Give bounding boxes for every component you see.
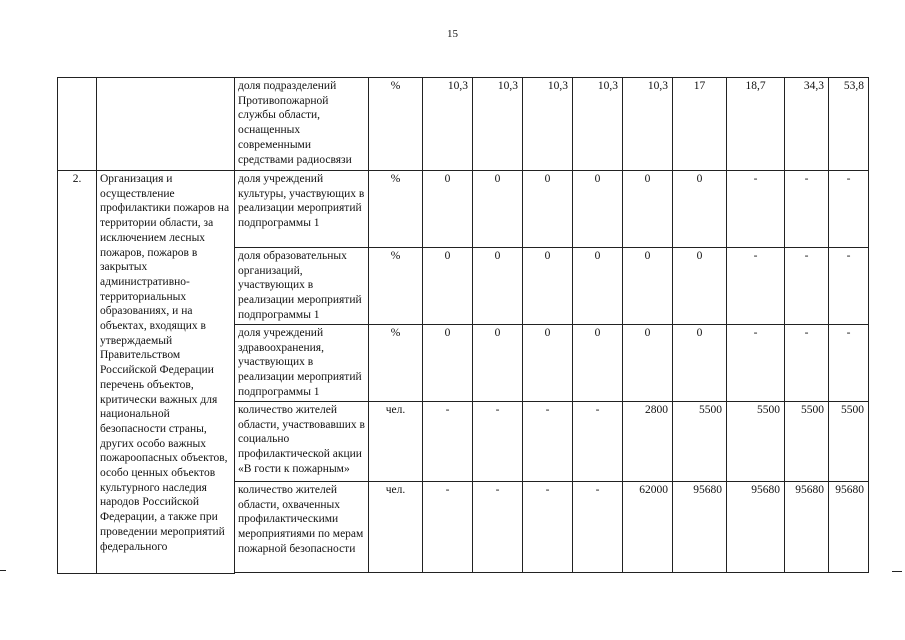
value-cell: 95680: [673, 482, 727, 573]
value-cell: -: [523, 402, 573, 482]
value-cell: -: [829, 325, 869, 402]
value-cell: 2800: [623, 402, 673, 482]
value-cell: 0: [623, 171, 673, 248]
empty-cell: [235, 573, 869, 574]
value-cell: 0: [423, 248, 473, 325]
value-cell: 62000: [623, 482, 673, 573]
indicator-cell: доля учреждений здравоохранения, участвующих в реализации мероприятий подпрограммы 1: [235, 325, 369, 402]
value-cell: -: [473, 482, 523, 573]
value-cell: 10,3: [473, 78, 523, 171]
value-cell: -: [829, 171, 869, 248]
value-cell: 17: [673, 78, 727, 171]
value-cell: 0: [623, 248, 673, 325]
value-cell: 0: [673, 248, 727, 325]
event-cell: Организация и осуществление профилактики пожаров на территории области, за исключением лесных пожаров, пожаров в закрытых административно-территориальных образованиях, и на объектах, входящих в утверждаемый Правительством Российской Федерации перечень объектов, критически важных для национальной безопасности страны, других особо важных пожароопасных объектов, особо ценных объектов культурного наследия народов Российской Федерации, а также при проведении мероприятий федерального: [97, 171, 235, 574]
value-cell: -: [423, 482, 473, 573]
value-cell: 0: [573, 171, 623, 248]
value-cell: 10,3: [423, 78, 473, 171]
table-row: [58, 78, 869, 171]
value-cell: 0: [473, 248, 523, 325]
value-cell: 0: [623, 325, 673, 402]
value-cell: -: [727, 325, 785, 402]
unit-cell: %: [369, 171, 423, 248]
value-cell: -: [573, 482, 623, 573]
value-cell: 0: [423, 171, 473, 248]
value-cell: 5500: [829, 402, 869, 482]
indicator-cell: количество жителей области, охваченных профилактическими мероприятиями по мерам пожарной безопасности: [235, 482, 369, 573]
unit-cell: %: [369, 248, 423, 325]
value-cell: 0: [573, 325, 623, 402]
value-cell: -: [785, 171, 829, 248]
value-cell: 0: [523, 325, 573, 402]
value-cell: -: [785, 248, 829, 325]
value-cell: 0: [423, 325, 473, 402]
value-cell: -: [727, 248, 785, 325]
unit-cell: чел.: [369, 402, 423, 482]
value-cell: 95680: [829, 482, 869, 573]
edge-mark-left: [0, 570, 6, 572]
indicators-table: [57, 77, 869, 574]
unit-cell: %: [369, 78, 423, 171]
value-cell: 0: [673, 325, 727, 402]
value-cell: 0: [673, 171, 727, 248]
value-cell: 0: [523, 171, 573, 248]
value-cell: 5500: [785, 402, 829, 482]
value-cell: 18,7: [727, 78, 785, 171]
edge-mark-right: [892, 571, 902, 573]
page-number: 15: [447, 28, 458, 40]
value-cell: 0: [473, 325, 523, 402]
indicator-cell: количество жителей области, участвовавших в социально профилактической акции «В гости к пожарным»: [235, 402, 369, 482]
value-cell: 0: [523, 248, 573, 325]
value-cell: -: [423, 402, 473, 482]
value-cell: 10,3: [573, 78, 623, 171]
value-cell: -: [829, 248, 869, 325]
table-row: [58, 171, 869, 248]
value-cell: 95680: [727, 482, 785, 573]
indicator-cell: доля образовательных организаций, участвующих в реализации мероприятий подпрограммы 1: [235, 248, 369, 325]
row-number-cell: [58, 78, 97, 171]
value-cell: 10,3: [523, 78, 573, 171]
value-cell: -: [573, 402, 623, 482]
value-cell: 0: [573, 248, 623, 325]
value-cell: 53,8: [829, 78, 869, 171]
value-cell: 34,3: [785, 78, 829, 171]
indicator-cell: доля подразделений Противопожарной службы области, оснащенных современными средствами радиосвязи: [235, 78, 369, 171]
event-cell: [97, 78, 235, 171]
row-number-cell: 2.: [58, 171, 97, 574]
unit-cell: %: [369, 325, 423, 402]
value-cell: 5500: [727, 402, 785, 482]
value-cell: 10,3: [623, 78, 673, 171]
value-cell: 5500: [673, 402, 727, 482]
value-cell: -: [785, 325, 829, 402]
value-cell: 0: [473, 171, 523, 248]
value-cell: -: [727, 171, 785, 248]
unit-cell: чел.: [369, 482, 423, 573]
value-cell: -: [473, 402, 523, 482]
value-cell: -: [523, 482, 573, 573]
value-cell: 95680: [785, 482, 829, 573]
indicator-cell: доля учреждений культуры, участвующих в реализации мероприятий подпрограммы 1: [235, 171, 369, 248]
